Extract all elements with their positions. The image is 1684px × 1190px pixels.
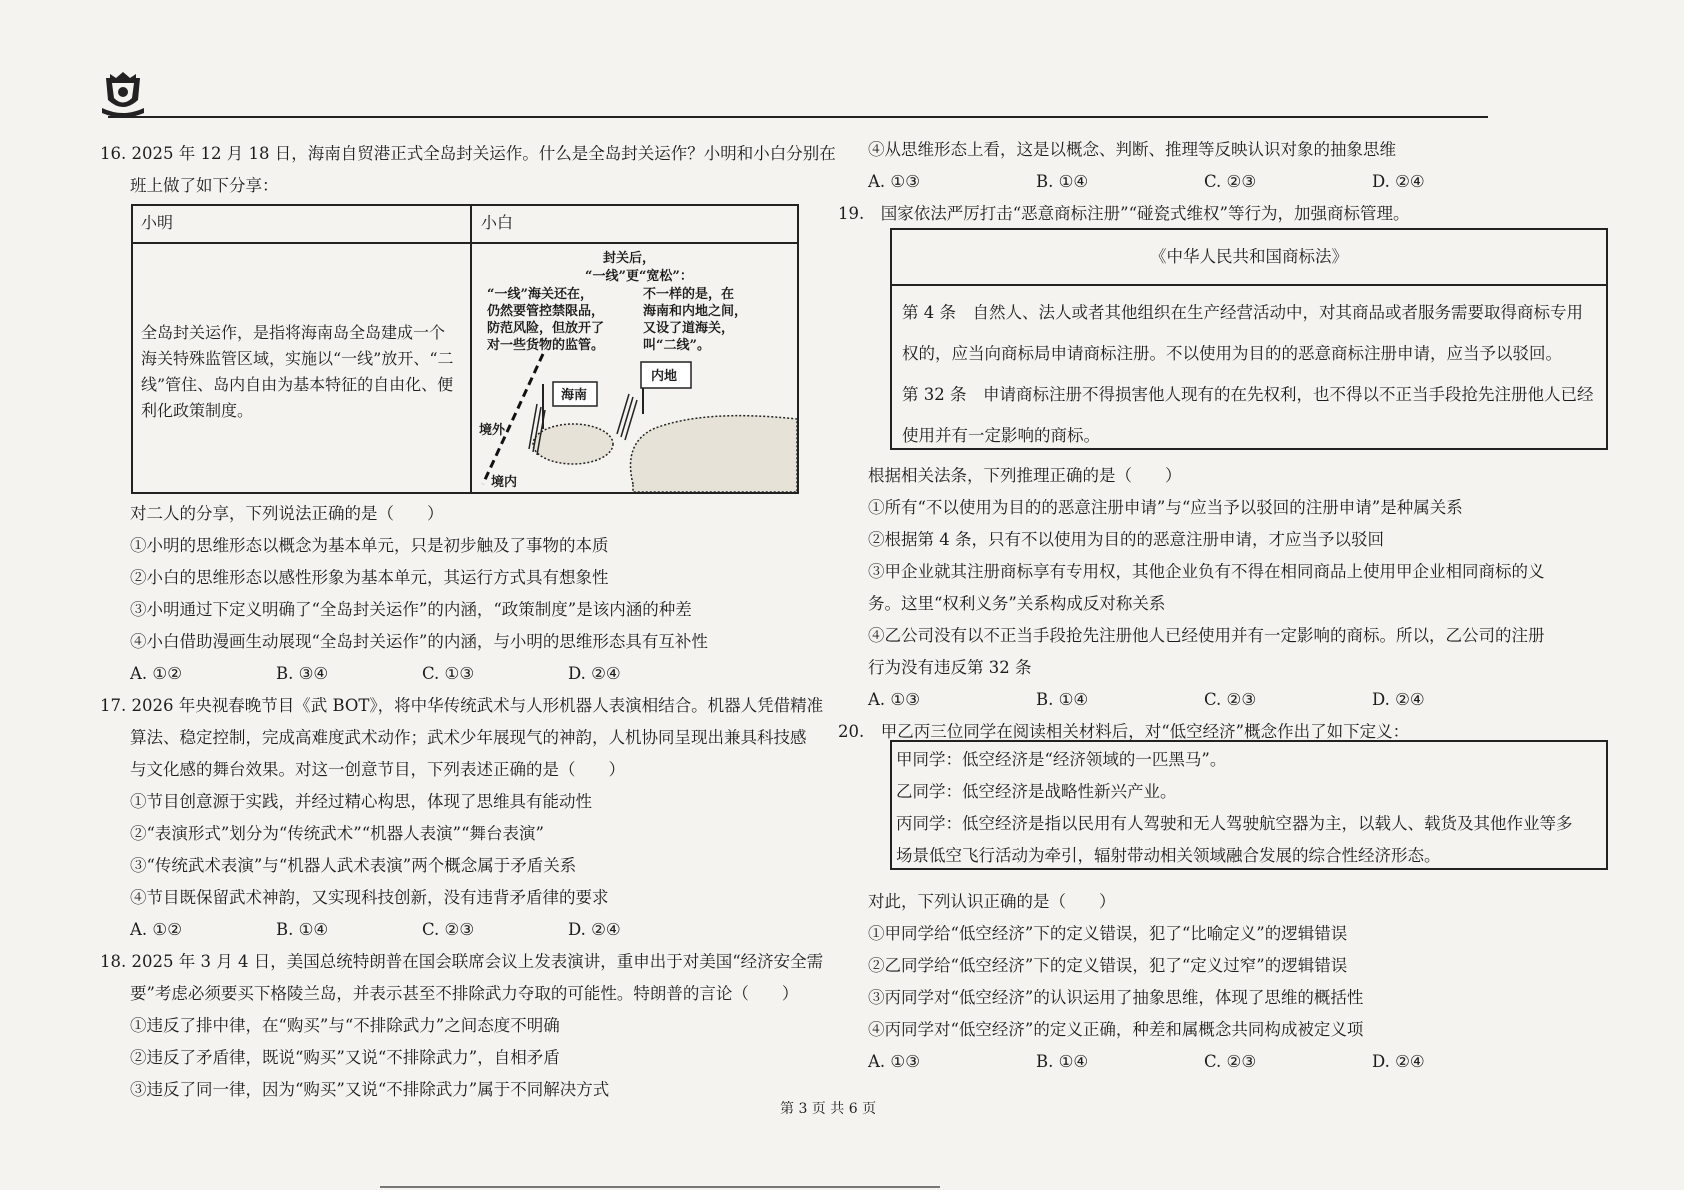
- q16-table-col-xiaobai: 小白: [481, 213, 514, 232]
- q16-stem-cont: 班上做了如下分享：: [130, 176, 279, 195]
- q16-option-1: ①小明的思维形态以概念为基本单元，只是初步触及了事物的本质: [130, 536, 609, 555]
- q19-option-4: ④乙公司没有以不正当手段抢先注册他人已经使用并有一定影响的商标。所以，乙公司的注册: [868, 626, 1545, 645]
- q18-option-1: ①违反了排中律，在“购买”与“不排除武力”之间态度不明确: [130, 1016, 560, 1035]
- q17-option-1: ①节目创意源于实践，并经过精心构思，体现了思维具有能动性: [130, 792, 592, 811]
- q19-law-article32-cont: 使用并有一定影响的商标。: [902, 426, 1100, 445]
- cartoon-label-jingwai: 境外: [479, 423, 506, 438]
- q18-option-4: ④从思维形态上看，这是以概念、判断、推理等反映认识对象的抽象思维: [868, 140, 1396, 159]
- q16-choice-a[interactable]: A. ①②: [130, 664, 182, 683]
- q17-choices: [100, 914, 835, 946]
- q18-stem: 18. 2025 年 3 月 4 日，美国总统特朗普在国会联席会议上发表演讲，重申出于对美国“经济安全需: [100, 952, 824, 971]
- cartoon-label-jingnei: 境内: [491, 475, 518, 490]
- cartoon-caption-top2: “一线”更“宽松”：: [585, 269, 693, 284]
- q19-law-title: 《中华人民共和国商标法》: [892, 230, 1606, 286]
- q18-stem-cont: 要”考虑必须要买下格陵兰岛，并表示甚至不排除武力夺取的可能性。特朗普的言论（ ）: [130, 984, 799, 1003]
- q17-choice-d[interactable]: D. ②④: [568, 920, 621, 939]
- q20-choice-d[interactable]: D. ②④: [1372, 1052, 1425, 1071]
- q19-stem: 19. 国家依法严厉打击“恶意商标注册”“碰瓷式维权”等行为，加强商标管理。: [838, 204, 1410, 223]
- q17-choice-c[interactable]: C. ②③: [422, 920, 475, 939]
- q19-choices: [868, 684, 1608, 716]
- q17-option-3: ③“传统武术表演”与“机器人武术表演”两个概念属于矛盾关系: [130, 856, 577, 875]
- q16-option-4: ④小白借助漫画生动展现“全岛封关运作”的内涵，与小明的思维形态具有互补性: [130, 632, 708, 651]
- cartoon-caption-right3: 又设了道海关，: [643, 321, 735, 336]
- q16-option-3: ③小明通过下定义明确了“全岛封关运作”的内涵，“政策制度”是该内涵的种差: [130, 600, 692, 619]
- q20-question: 对此，下列认识正确的是（ ）: [868, 892, 1116, 911]
- q19-choice-a[interactable]: A. ①③: [868, 690, 920, 709]
- q17-option-4: ④节目既保留武术神韵，又实现科技创新，没有违背矛盾律的要求: [130, 888, 609, 907]
- q19-option-3: ③甲企业就其注册商标享有专用权，其他企业负有不得在相同商品上使用甲企业相同商标的义: [868, 562, 1545, 581]
- q20-option-3: ③丙同学对“低空经济”的认识运用了抽象思维，体现了思维的概括性: [868, 988, 1364, 1007]
- q16-table: [131, 204, 799, 494]
- cartoon-label-hainan: 海南: [561, 388, 588, 403]
- q19-law-article32: 第 32 条 申请商标注册不得损害他人现有的在先权利，也不得以不正当手段抢先注册他人已经: [902, 385, 1594, 404]
- q20-option-1: ①甲同学给“低空经济”下的定义错误，犯了“比喻定义”的逻辑错误: [868, 924, 1348, 943]
- q16-stem: 16. 2025 年 12 月 18 日，海南自贸港正式全岛封关运作。什么是全岛封关运作？小明和小白分别在: [100, 144, 836, 163]
- page-number: 第 3 页 共 6 页: [780, 1101, 877, 1117]
- header-rule: [108, 116, 1488, 118]
- q18-choice-b[interactable]: B. ①④: [1036, 172, 1089, 191]
- bottom-rule: [380, 1186, 940, 1188]
- q19-option-4-cont: 行为没有违反第 32 条: [868, 658, 1032, 677]
- q20-definition-yi: 乙同学：低空经济是战略性新兴产业。: [896, 782, 1177, 801]
- q17-choice-a[interactable]: A. ①②: [130, 920, 182, 939]
- q19-law-box: [890, 228, 1608, 450]
- q19-question: 根据相关法条，下列推理正确的是（ ）: [868, 466, 1182, 485]
- q16-cartoon: [473, 244, 797, 492]
- q16-table-header: [133, 206, 797, 244]
- q20-definition-jia: 甲同学：低空经济是“经济领域的一匹黑马”。: [896, 750, 1227, 769]
- cartoon-caption-left4: 对一些货物的监管。: [487, 338, 605, 353]
- q16-choices: [100, 658, 835, 690]
- q17-choice-b[interactable]: B. ①④: [276, 920, 329, 939]
- q19-choice-d[interactable]: D. ②④: [1372, 690, 1425, 709]
- q19-option-3-cont: 务。这里“权利义务”关系构成反对称关系: [868, 594, 1166, 613]
- q20-choice-b[interactable]: B. ①④: [1036, 1052, 1089, 1071]
- q20-choices: [868, 1046, 1608, 1078]
- q19-option-1: ①所有“不以使用为目的的恶意注册申请”与“应当予以驳回的注册申请”是种属关系: [868, 498, 1463, 517]
- q16-option-2: ②小白的思维形态以感性形象为基本单元，其运行方式具有想象性: [130, 568, 609, 587]
- q18-choice-d[interactable]: D. ②④: [1372, 172, 1425, 191]
- q20-option-4: ④丙同学对“低空经济”的定义正确，种差和属概念共同构成被定义项: [868, 1020, 1364, 1039]
- q20-choice-c[interactable]: C. ②③: [1204, 1052, 1257, 1071]
- cartoon-caption-left2: 仍然要管控禁限品，: [487, 304, 605, 319]
- q18-choices: [868, 166, 1608, 198]
- q19-option-2: ②根据第 4 条，只有不以使用为目的的恶意注册申请，才应当予以驳回: [868, 530, 1384, 549]
- q20-definition-bing-cont: 场景低空飞行活动为牵引，辐射带动相关领域融合发展的综合性经济形态。: [896, 846, 1441, 865]
- school-crest-logo: [100, 70, 146, 118]
- q16-choice-c[interactable]: C. ①③: [422, 664, 475, 683]
- q20-definitions-box: [890, 740, 1608, 870]
- cartoon-hainan-island: [533, 424, 613, 464]
- q19-choice-b[interactable]: B. ①④: [1036, 690, 1089, 709]
- q18-choice-c[interactable]: C. ②③: [1204, 172, 1257, 191]
- cartoon-caption-right2: 海南和内地之间，: [643, 304, 748, 319]
- q17-stem-cont-1: 算法、稳定控制，完成高难度武术动作；武术少年展现气的神韵，人机协同呈现出兼具科技感: [130, 728, 807, 747]
- cartoon-caption-left1: “一线”海关还在，: [487, 287, 593, 302]
- cartoon-label-neidi: 内地: [651, 369, 678, 384]
- q17-option-2: ②“表演形式”划分为“传统武术”“机器人表演”“舞台表演”: [130, 824, 544, 843]
- q16-table-col-xiaoming: 小明: [141, 213, 174, 232]
- cartoon-caption-top1: 封关后，: [603, 251, 656, 266]
- q16-xiaoming-definition: 全岛封关运作，是指将海南岛全岛建成一个海关特殊监管区域，实施以“一线”放开、“二线”管住、岛内自由为基本特征的自由化、便利化政策制度。: [141, 323, 454, 420]
- q20-definition-bing: 丙同学：低空经济是指以民用有人驾驶和无人驾驶航空器为主，以载人、载货及其他作业等多: [896, 814, 1573, 833]
- cartoon-caption-left3: 防范风险，但放开了: [487, 321, 605, 336]
- q18-option-3: ③违反了同一律，因为“购买”又说“不排除武力”属于不同解决方式: [130, 1080, 610, 1099]
- q17-stem: 17. 2026 年央视春晚节目《武 BOT》，将中华传统武术与人形机器人表演相结合。机器人凭借精准: [100, 696, 824, 715]
- q18-option-2: ②违反了矛盾律，既说“购买”又说“不排除武力”，自相矛盾: [130, 1048, 560, 1067]
- cartoon-mainland: [631, 416, 798, 492]
- q19-choice-c[interactable]: C. ②③: [1204, 690, 1257, 709]
- q19-law-article4-cont: 权的，应当向商标局申请商标注册。不以使用为目的的恶意商标注册申请，应当予以驳回。: [902, 344, 1562, 363]
- q20-choice-a[interactable]: A. ①③: [868, 1052, 920, 1071]
- q16-choice-d[interactable]: D. ②④: [568, 664, 621, 683]
- cartoon-caption-right4: 叫“二线”。: [643, 338, 710, 353]
- cartoon-fence-2: [617, 394, 637, 440]
- q16-choice-b[interactable]: B. ③④: [276, 664, 329, 683]
- q16-table-divider: [470, 206, 472, 492]
- q19-law-article4: 第 4 条 自然人、法人或者其他组织在生产经营活动中，对其商品或者服务需要取得商标专用: [902, 303, 1583, 322]
- q16-question: 对二人的分享，下列说法正确的是（ ）: [130, 504, 444, 523]
- q18-choice-a[interactable]: A. ①③: [868, 172, 920, 191]
- q17-stem-cont-2: 与文化感的舞台效果。对这一创意节目，下列表述正确的是（ ）: [130, 760, 625, 779]
- q20-option-2: ②乙同学给“低空经济”下的定义错误，犯了“定义过窄”的逻辑错误: [868, 956, 1348, 975]
- q20-stem: 20. 甲乙丙三位同学在阅读相关材料后，对“低空经济”概念作出了如下定义：: [838, 722, 1410, 741]
- cartoon-caption-right1: 不一样的是，在: [643, 287, 735, 302]
